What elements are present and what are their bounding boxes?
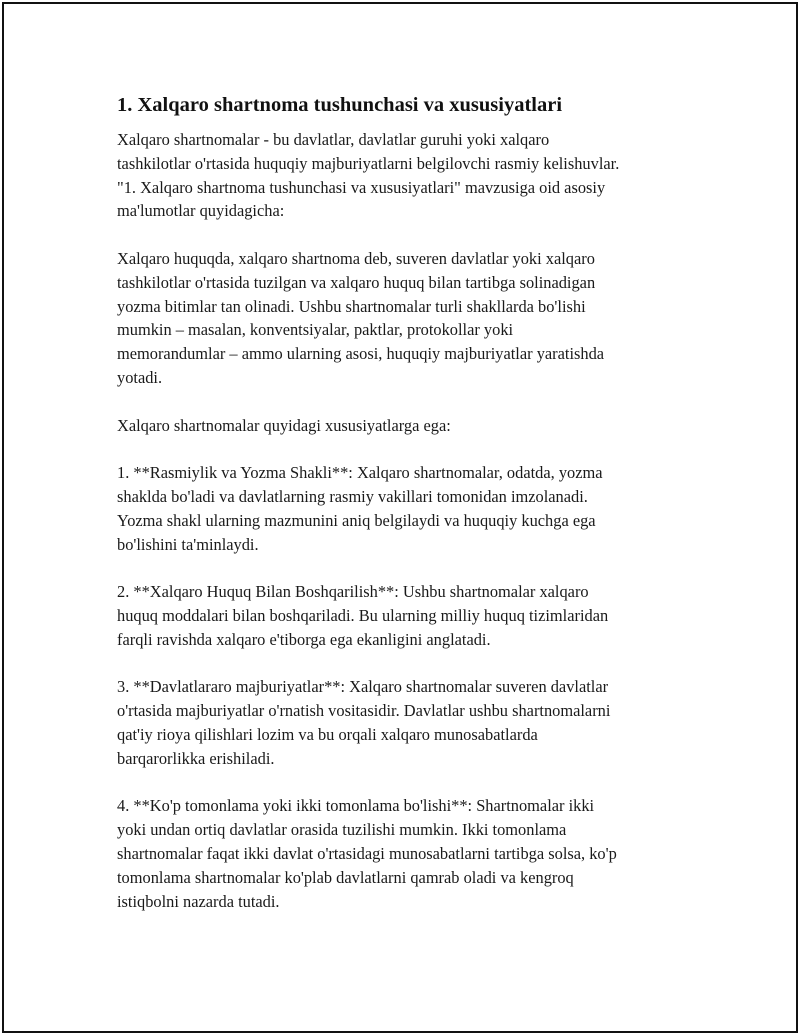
feature-item-4: 4. **Ko'p tomonlama yoki ikki tomonlama bo'lishi**: Shartnomalar ikki yoki undan ortiq davlatlar orasida tuzilishi mumkin. Ikki tomonlama shartnomalar faqat ikki davlat o'rtasidagi munosabatlarni tartibga solsa, ko'p tomonlama shartnomalar ko'plab davlatlarni qamrab oladi va kengroq istiqbolni nazarda tutadi. [117,796,617,911]
document-title: 1. Xalqaro shartnoma tushunchasi va xususiyatlari [117,94,563,116]
definition-paragraph: Xalqaro huquqda, xalqaro shartnoma deb, suveren davlatlar yoki xalqaro tashkilotlar o'rtasida tuzilgan va xalqaro huquq bilan tartibga solinadigan yozma bitimlar tan olinadi. Ushbu shartnomalar turli shakllarda bo'lishi mumkin – masalan, konventsiyalar, paktlar, protokollar yoki memorandumlar – ammo ularning asosi, huquqiy majburiyatlar yaratishda yotadi. [117,248,605,387]
feature-item-2: 2. **Xalqaro Huquq Bilan Boshqarilish**: Ushbu shartnomalar xalqaro huquq moddalari bilan boshqariladi. Bu ularning milliy huquq tizimlaridan farqli ravishda xalqaro e'tiborga ega ekanligini anglatadi. [117,582,609,649]
features-intro-paragraph: Xalqaro shartnomalar quyidagi xususiyatlarga ega: [117,415,451,435]
feature-item-3: 3. **Davlatlararo majburiyatlar**: Xalqaro shartnomalar suveren davlatlar o'rtasida majburiyatlar o'rnatish vositasidir. Davlatlar ushbu shartnomalarni qat'iy rioya qilishlari lozim va bu orqali xalqaro munosabatlarda barqarorlikka erishiladi. [117,677,611,768]
intro-paragraph: Xalqaro shartnomalar - bu davlatlar, davlatlar guruhi yoki xalqaro tashkilotlar o'rtasida huquqiy majburiyatlarni belgilovchi rasmiy kelishuvlar. "1. Xalqaro shartnoma tushunchasi va xususiyatlari" mavzusiga oid asosiy ma'lumotlar quyidagicha: [117,130,620,221]
feature-item-1: 1. **Rasmiylik va Yozma Shakli**: Xalqaro shartnomalar, odatda, yozma shaklda bo'ladi va davlatlarning rasmiy vakillari tomonidan imzolanadi. Yozma shakl ularning mazmunini aniq belgilaydi va huquqiy kuchga ega bo'lishini ta'minlaydi. [117,463,603,554]
document-body [117,92,697,937]
